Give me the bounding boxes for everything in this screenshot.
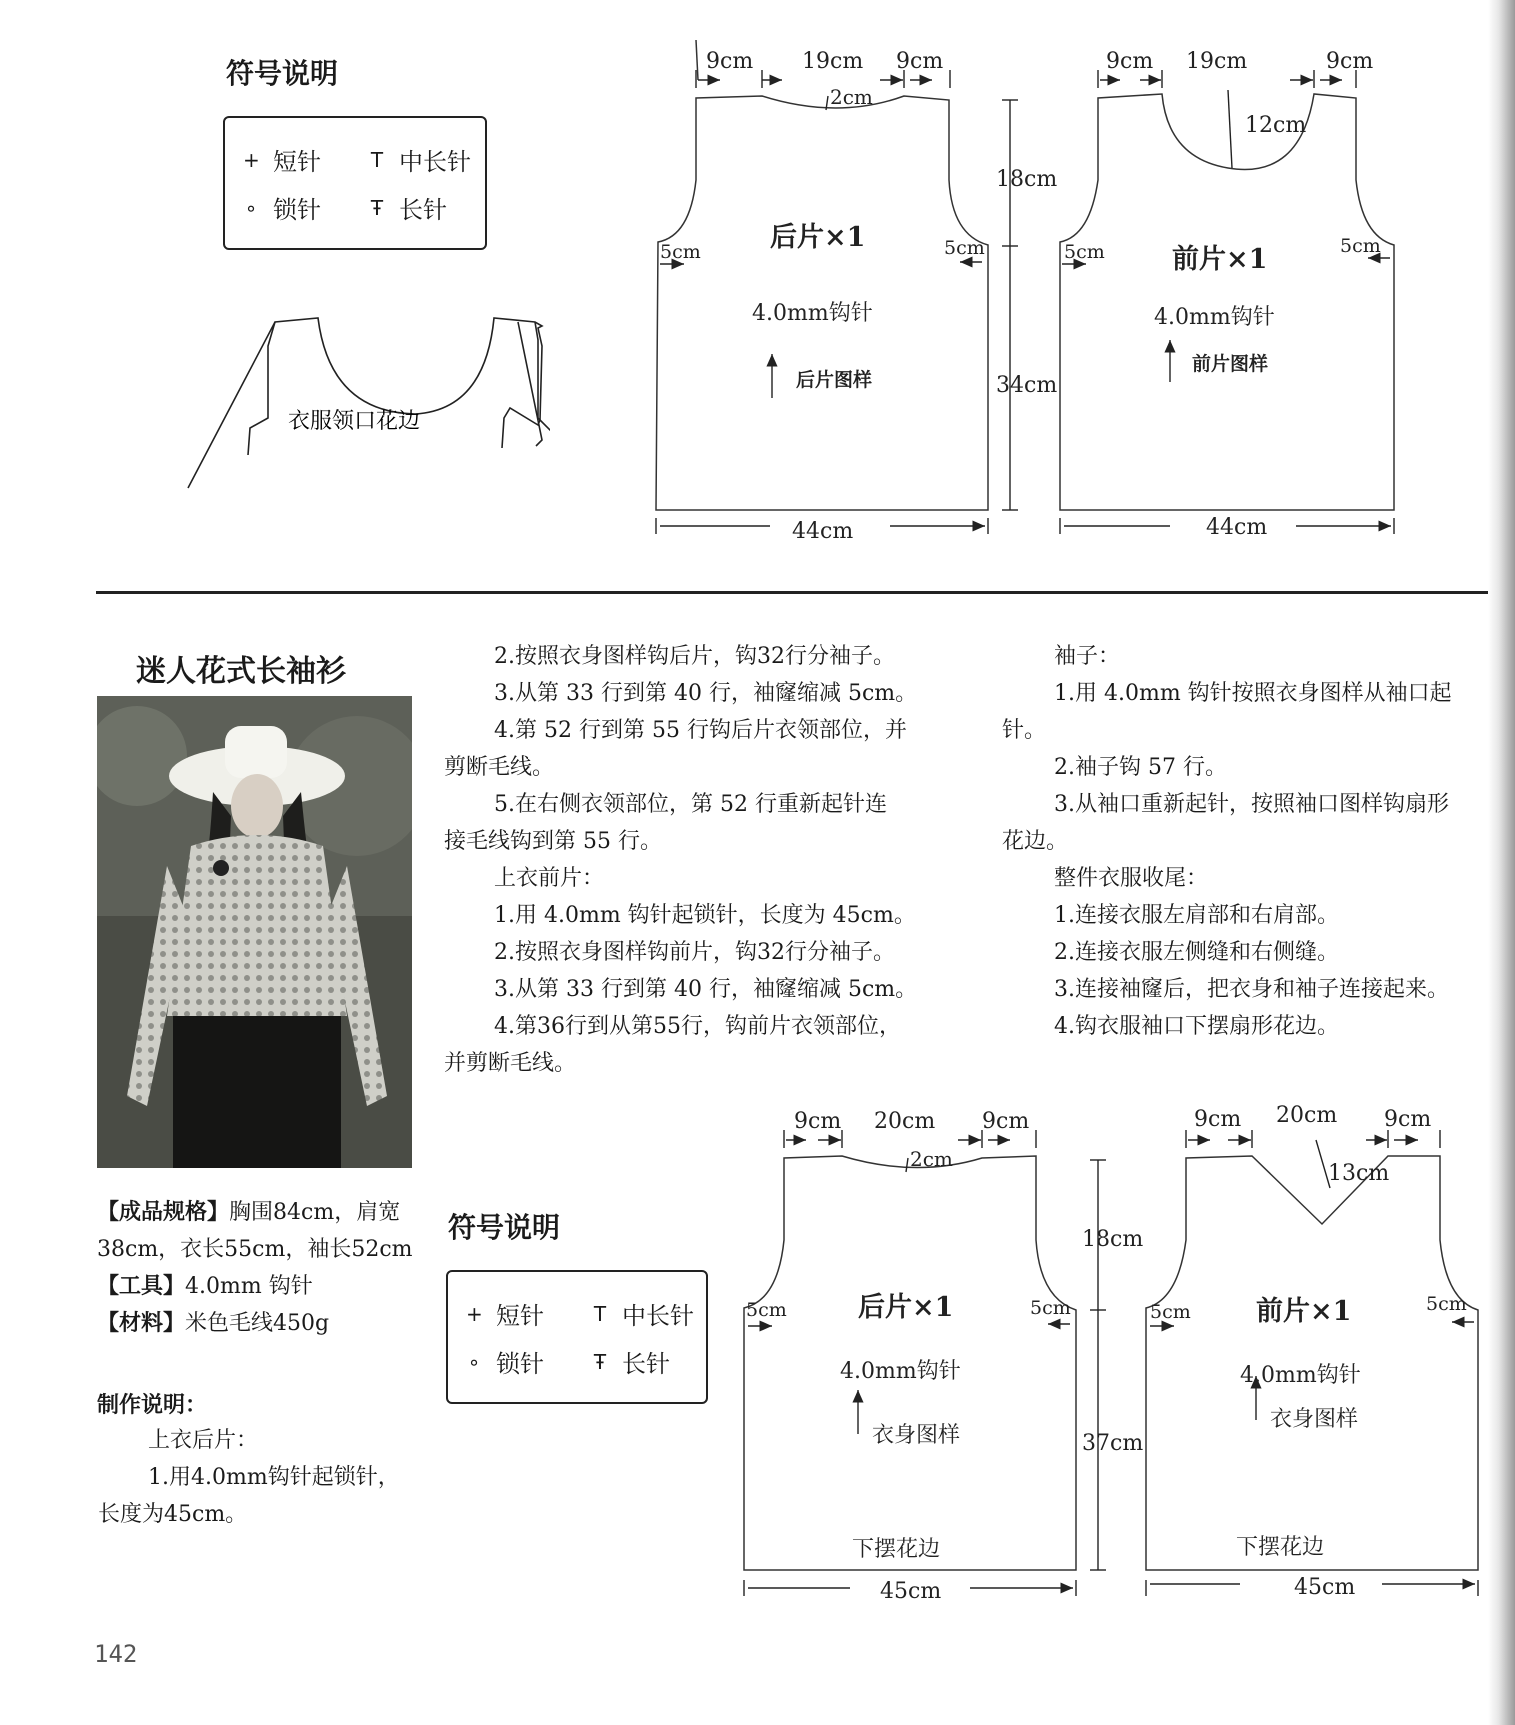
scan-edge-shadow	[1488, 0, 1515, 1725]
legend2-title: 符号说明	[448, 1211, 561, 1244]
back-bottom-dim: 44cm	[792, 519, 854, 544]
hdc-stitch-icon: T	[370, 147, 384, 172]
back-piece-title: 后片×1	[770, 222, 866, 253]
b-back-top-right-dim: 9cm	[982, 1109, 1030, 1134]
b-front-hook-size: 4.0mm钩针	[1240, 1363, 1361, 1388]
top-pattern-diagram	[650, 40, 1420, 550]
dc-stitch-icon: Ŧ	[593, 1349, 607, 1374]
ch-stitch-icon: ∘	[244, 195, 258, 220]
legend-title: 符号说明	[226, 57, 339, 90]
model-photo	[97, 696, 412, 1168]
legend2-item-hdc: T 中长针	[593, 1301, 694, 1330]
bottom-pattern-diagram	[730, 1100, 1490, 1610]
b-front-neck-depth: 13cm	[1328, 1161, 1390, 1186]
symbol-legend-2	[446, 1270, 708, 1404]
spec-line: 【工具】4.0mm 钩针	[97, 1274, 313, 1299]
left-col-line: 1.用4.0mm钩针起锁针，	[148, 1465, 400, 1490]
back-hook-size: 4.0mm钩针	[752, 301, 873, 326]
b-armhole-height-dim: 18cm	[1082, 1227, 1144, 1252]
front-side-right: 5cm	[1340, 235, 1381, 257]
legend2-item-ch: ∘ 锁针	[467, 1349, 544, 1378]
spec-line: 【材料】米色毛线450g	[97, 1311, 330, 1336]
front-bottom-dim: 44cm	[1206, 515, 1268, 540]
armhole-height-dim: 18cm	[996, 167, 1058, 192]
middle-column: 2.按照衣身图样钩后片，钩32行分袖子。 3.从第 33 行到第 40 行，袖窿缩减 5cm。 4.第 52 行到第 55 行钩后片衣领部位，并 剪断毛线。 5.在右侧衣领部位，第 52 行重新起针连 接毛线钩到第 55 行。 上衣前片： 1.用 4.0mm 钩针起锁针，长度为 45cm。 2.按照衣身图样钩前片，钩32行分袖子。 3.从第 33 行到第 40 行，袖窿缩减 5cm。 4.第36行到从第55行，钩前片衣领部位， 并剪断毛线。	[444, 644, 918, 1076]
body-height-dim: 34cm	[996, 373, 1058, 398]
b-body-height-dim: 37cm	[1082, 1431, 1144, 1456]
b-front-top-right-dim: 9cm	[1384, 1107, 1432, 1132]
legend2-item-sc: + 短针	[466, 1301, 544, 1330]
spec-line: 38cm，衣长55cm，袖长52cm	[97, 1237, 413, 1262]
back-side-left: 5cm	[660, 241, 701, 263]
sc-stitch-icon: +	[243, 147, 260, 172]
b-back-neck-depth: 2cm	[910, 1147, 953, 1171]
b-back-bottom-dim: 45cm	[880, 1579, 942, 1604]
dc-stitch-icon: Ŧ	[370, 195, 384, 220]
article-title: 迷人花式长袖衫	[136, 654, 346, 689]
symbol-legend	[223, 116, 487, 250]
b-back-top-left-dim: 9cm	[794, 1109, 842, 1134]
front-side-left: 5cm	[1064, 241, 1105, 263]
b-back-top-mid-dim: 20cm	[874, 1109, 936, 1134]
b-back-hook-size: 4.0mm钩针	[840, 1359, 961, 1384]
front-piece-title: 前片×1	[1172, 244, 1268, 275]
b-front-side-right: 5cm	[1426, 1293, 1467, 1315]
b-front-top-mid-dim: 20cm	[1276, 1103, 1338, 1128]
b-back-piece-title: 后片×1	[858, 1292, 954, 1323]
product-specs	[97, 1194, 413, 1342]
back-side-right: 5cm	[944, 237, 985, 259]
front-hook-size: 4.0mm钩针	[1154, 305, 1275, 330]
b-back-side-right: 5cm	[1030, 1297, 1071, 1319]
legend-item-hdc: T 中长针	[370, 147, 471, 176]
right-column: 袖子： 1.用 4.0mm 钩针按照衣身图样从袖口起 针。 2.袖子钩 57 行。 3.从袖口重新起针，按照袖口图样钩扇形 花边。 整件衣服收尾： 1.连接衣服左肩部和右肩部。 2.连接衣服左侧缝和右侧缝。 3.连接袖窿后，把衣身和袖子连接起来。 4.钩衣服袖口下摆扇形花边。	[1002, 644, 1452, 1039]
front-neck-depth: 12cm	[1245, 113, 1307, 138]
b-front-top-left-dim: 9cm	[1194, 1107, 1242, 1132]
front-pattern-label: 前片图样	[1192, 353, 1269, 375]
back-neck-depth: 2cm	[830, 85, 873, 109]
back-top-left-dim: 9cm	[706, 49, 754, 74]
back-pattern-label: 后片图样	[796, 369, 873, 391]
front-top-right-dim: 9cm	[1326, 49, 1374, 74]
legend-item-sc: + 短针	[243, 147, 321, 176]
b-front-bottom-dim: 45cm	[1294, 1575, 1356, 1600]
front-top-left-dim: 9cm	[1106, 49, 1154, 74]
b-back-pattern-label: 衣身图样	[872, 1423, 961, 1448]
left-col-line: 长度为45cm。	[98, 1502, 248, 1527]
page-number: 142	[94, 1640, 138, 1668]
section-divider	[96, 591, 1496, 594]
b-front-pattern-label: 衣身图样	[1270, 1407, 1359, 1432]
b-front-hem-label: 下摆花边	[1236, 1535, 1325, 1560]
neckline-label: 衣服领口花边	[288, 409, 421, 434]
model-photo-illustration	[97, 696, 412, 1168]
neckline-edging-diagram	[180, 300, 550, 500]
ch-stitch-icon: ∘	[467, 1349, 481, 1374]
b-front-piece-title: 前片×1	[1256, 1296, 1352, 1327]
spec-line: 【成品规格】胸围84cm，肩宽	[97, 1200, 401, 1225]
instructions-header: 制作说明：	[97, 1393, 208, 1418]
left-col-line: 上衣后片：	[148, 1428, 259, 1453]
hdc-stitch-icon: T	[593, 1301, 607, 1326]
b-back-hem-label: 下摆花边	[852, 1537, 941, 1562]
front-top-mid-dim: 19cm	[1186, 49, 1248, 74]
back-top-mid-dim: 19cm	[802, 49, 864, 74]
b-back-side-left: 5cm	[746, 1299, 787, 1321]
legend2-item-dc: Ŧ 长针	[593, 1349, 670, 1378]
b-front-side-left: 5cm	[1150, 1301, 1191, 1323]
back-top-right-dim: 9cm	[896, 49, 944, 74]
legend-item-dc: Ŧ 长针	[370, 195, 447, 224]
sc-stitch-icon: +	[466, 1301, 483, 1326]
legend-item-ch: ∘ 锁针	[244, 195, 321, 224]
